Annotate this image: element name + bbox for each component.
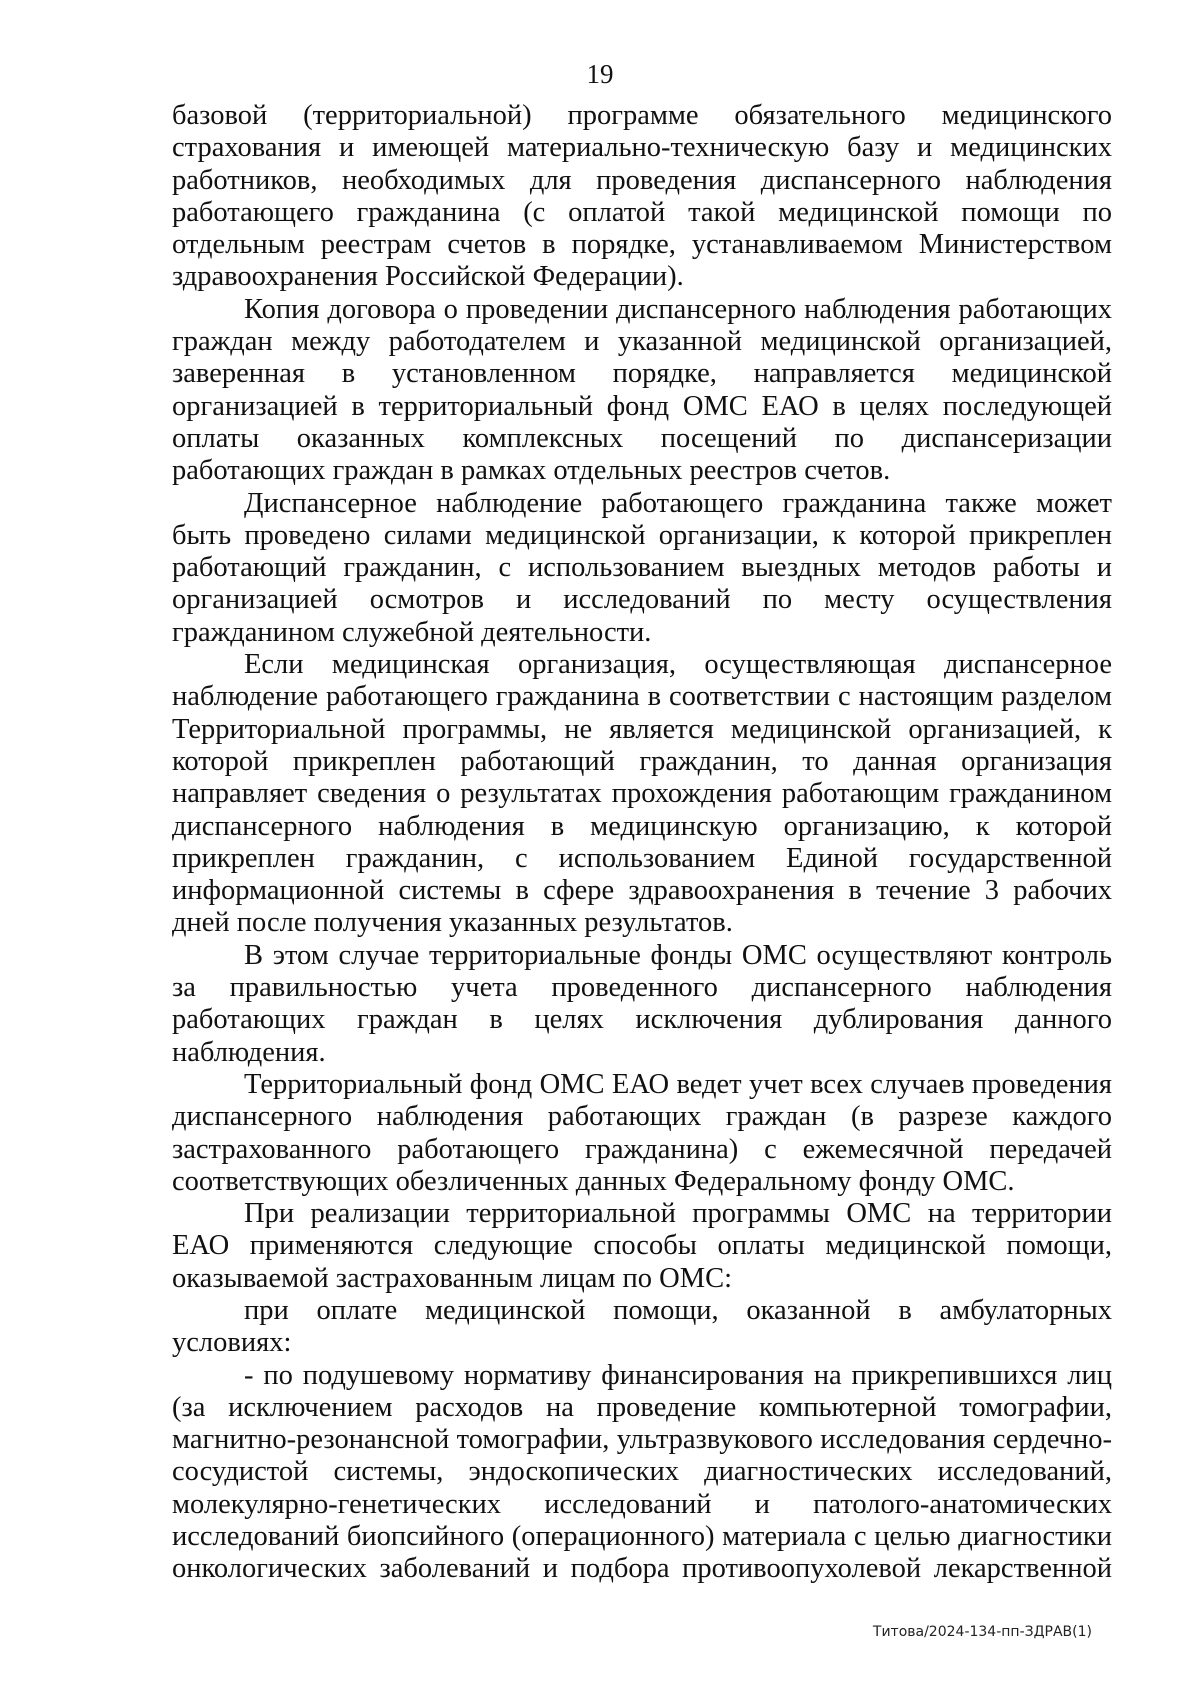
paragraph-fund-control: В этом случае территориальные фонды ОМС осуществляют контроль за правильностью учета проведенного диспансерного наблюдения работающих граждан в целях исключения дублирования данного наблюдения. bbox=[172, 939, 1112, 1068]
paragraph-other-organization: Если медицинская организация, осуществляющая диспансерное наблюдение работающего гражданина в соответствии с настоящим разделом Территориальной программы, не является медицинской организацией, к которой прикреплен работающий гражданин, то данная организация направляет сведения о результатах прохождения работающим гражданином диспансерного наблюдения в медицинскую организацию, к которой прикреплен гражданин, с использованием Единой государственной информационной системы в сфере здравоохранения в течение 3 рабочих дней после получения указанных результатов. bbox=[172, 649, 1112, 939]
footer-document-id: Титова/2024-134-пп-ЗДРАВ(1) bbox=[872, 1624, 1092, 1640]
paragraph-payment-methods: При реализации территориальной программы ОМС на территории ЕАО применяются следующие способы оплаты медицинской помощи, оказываемой застрахованным лицам по ОМС: bbox=[172, 1198, 1112, 1294]
paragraph-contract-copy: Копия договора о проведении диспансерного наблюдения работающих граждан между работодателем и указанной медицинской организацией, заверенная в установленном порядке, направляется медицинской организацией в территориальный фонд ОМС ЕАО в целях последующей оплаты оказанных комплексных посещений по диспансеризации работающих граждан в рамках отдельных реестров счетов. bbox=[172, 293, 1112, 487]
paragraph-continuation: базовой (территориальной) программе обязательного медицинского страхования и имеющей материально-техническую базу и медицинских работников, необходимых для проведения диспансерного наблюдения работающего гражданина (с оплатой такой медицинской помощи по отдельным реестрам счетов в порядке, устанавливаемом Министерством здравоохранения Российской Федерации). bbox=[172, 100, 1112, 293]
paragraph-fund-accounting: Территориальный фонд ОМС ЕАО ведет учет всех случаев проведения диспансерного наблюдения работающих граждан (в разрезе каждого застрахованного работающего гражданина) с ежемесячной передачей соответствующих обезличенных данных Федеральному фонду ОМС. bbox=[172, 1068, 1112, 1197]
page-number: 19 bbox=[586, 59, 614, 89]
paragraph-ambulatory-conditions: при оплате медицинской помощи, оказанной в амбулаторных условиях: bbox=[172, 1294, 1112, 1359]
paragraph-per-capita-standard: - по подушевому нормативу финансирования на прикрепившихся лиц (за исключением расходов на проведение компьютерной томографии, магнитно-резонансной томографии, ультразвукового исследования сердечно-сосудистой системы, эндоскопических диагностических исследований, молекулярно-генетических исследований и патолого-анатомических исследований биопсийного (операционного) материала с целью диагностики онкологических заболеваний и подбора противоопухолевой лекарственной bbox=[172, 1359, 1112, 1585]
paragraph-dispensary-observation: Диспансерное наблюдение работающего гражданина также может быть проведено силами медицинской организации, к которой прикреплен работающий гражданин, с использованием выездных методов работы и организацией осмотров и исследований по месту осуществления гражданином служебной деятельности. bbox=[172, 487, 1112, 648]
document-body bbox=[172, 100, 1112, 1586]
